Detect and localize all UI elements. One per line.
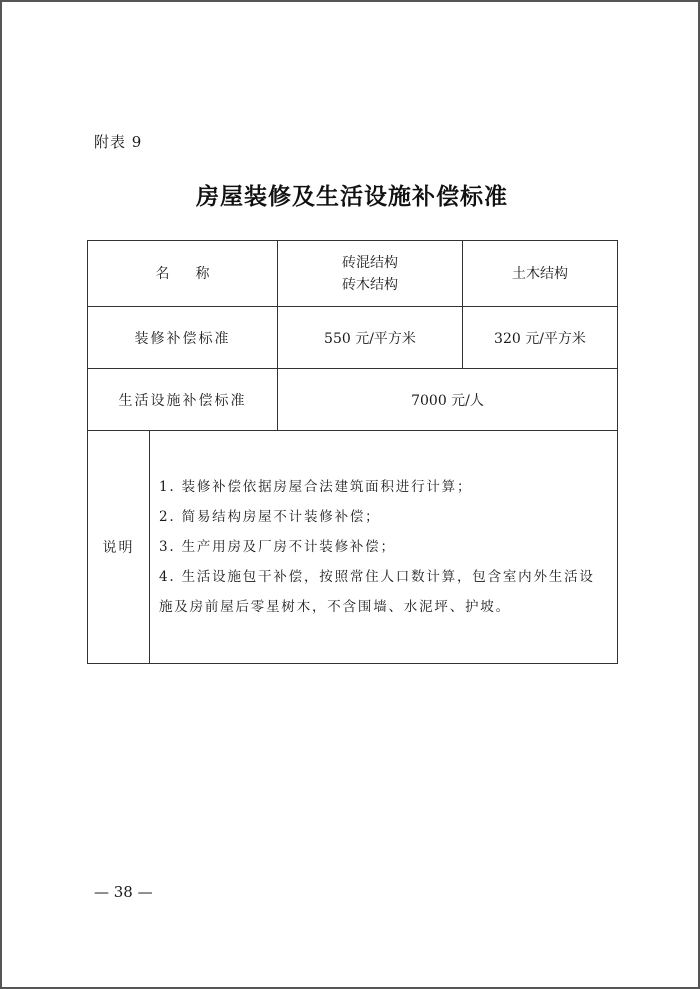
header-earth-wood: 土木结构: [512, 265, 568, 282]
page-title: 房屋装修及生活设施补偿标准: [196, 184, 508, 210]
note-item-4: 4. 生活设施包干补偿，按照常住人口数计算，包含室内外生活设: [159, 569, 595, 585]
table-row-decoration: [88, 307, 618, 369]
page-number: — 38 —: [94, 883, 153, 901]
living-value: 7000 元/人: [278, 369, 618, 431]
note-item-4-continuation: 施及房前屋后零星树木，不含围墙、水泥坪、护坡。: [159, 599, 511, 615]
header-name-cell: [88, 241, 278, 307]
note-item-1: 1. 装修补偿依据房屋合法建筑面积进行计算；: [159, 479, 473, 495]
header-brick-cell: [278, 241, 463, 307]
notes-label: 说明: [88, 431, 150, 664]
table-row-living: [88, 369, 618, 431]
compensation-table: [87, 240, 618, 664]
header-earth-wood-cell: [463, 241, 618, 307]
header-brick-wood: 砖木结构: [342, 276, 398, 293]
header-brick-concrete: 砖混结构: [342, 254, 398, 271]
attachment-label: 附表 9: [94, 133, 143, 151]
note-item-2: 2. 简易结构房屋不计装修补偿；: [159, 509, 381, 525]
table-row-notes: [88, 431, 618, 664]
decoration-earth-wood-value: 320 元/平方米: [463, 307, 618, 369]
note-item-3: 3. 生产用房及厂房不计装修补偿；: [159, 539, 396, 555]
header-name: 名称: [155, 265, 236, 282]
decoration-label: 装修补偿标准: [88, 307, 278, 369]
table-header-row: [88, 241, 618, 307]
living-label: 生活设施补偿标准: [88, 369, 278, 431]
decoration-brick-value: 550 元/平方米: [278, 307, 463, 369]
notes-content: [150, 431, 618, 664]
